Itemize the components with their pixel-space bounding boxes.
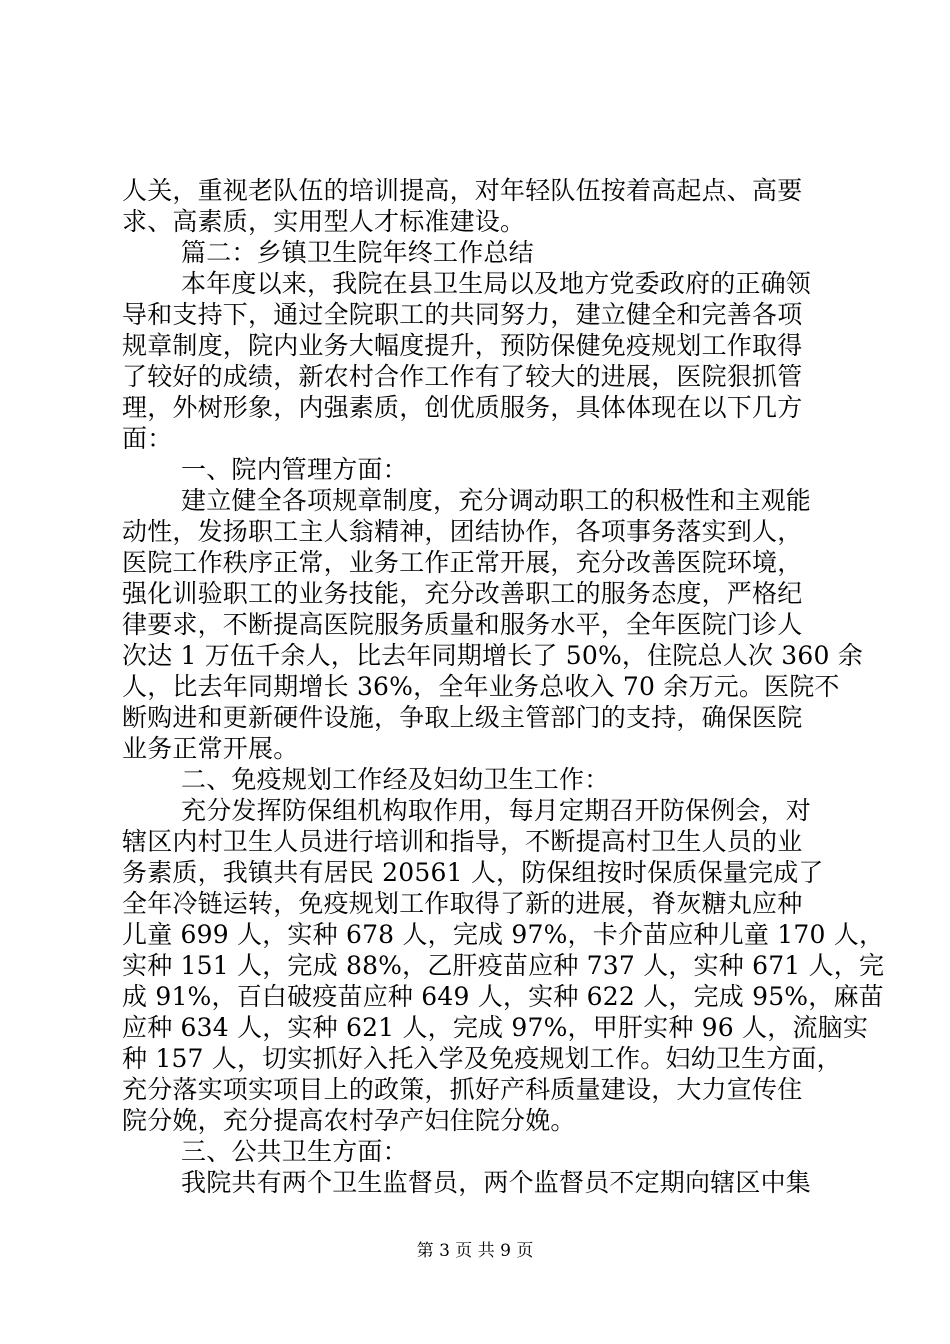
paragraph-line: 次达 1 万伍千余人，比去年同期增长了 50%，住院总人次 360 余 <box>122 641 863 670</box>
paragraph-line: 院分娩，充分提高农村孕产妇住院分娩。 <box>122 1106 576 1135</box>
paragraph-line: 充分发挥防保组机构取作用，每月定期召开防保例会，对 <box>181 796 812 825</box>
paragraph-line: 业务正常开展。 <box>122 734 299 763</box>
section-heading: 二、免疫规划工作经及妇幼卫生工作： <box>181 765 610 794</box>
paragraph-line: 建立健全各项规章制度，充分调动职工的积极性和主观能 <box>181 486 812 515</box>
section-heading: 一、院内管理方面： <box>181 455 408 484</box>
paragraph-line: 儿童 699 人，实种 678 人，完成 97%，卡介苗应种儿童 170 人， <box>122 920 885 949</box>
paragraph-line: 理，外树形象，内强素质，创优质服务，具体体现在以下几方 <box>122 393 803 422</box>
paragraph-line: 本年度以来，我院在县卫生局以及地方党委政府的正确领 <box>181 269 812 298</box>
paragraph-line: 人，比去年同期增长 36%，全年业务总收入 70 余万元。医院不 <box>122 672 840 701</box>
paragraph-line: 求、高素质，实用型人才标准建设。 <box>122 207 526 236</box>
paragraph-line: 医院工作秩序正常，业务工作正常开展，充分改善医院环境， <box>122 548 803 577</box>
paragraph-line: 律要求，不断提高医院服务质量和服务水平，全年医院门诊人 <box>122 610 803 639</box>
paragraph-line: 全年冷链运转，免疫规划工作取得了新的进展，脊灰糖丸应种 <box>122 889 803 918</box>
paragraph-line: 种 157 人，切实抓好入托入学及免疫规划工作。妇幼卫生方面， <box>122 1044 842 1073</box>
paragraph-line: 辖区内村卫生人员进行培训和指导，不断提高村卫生人员的业 <box>122 827 803 856</box>
paragraph-line: 了较好的成绩，新农村合作工作有了较大的进展，医院狠抓管 <box>122 362 803 391</box>
page-number-footer: 第 3 页 共 9 页 <box>416 1241 534 1261</box>
document-body <box>122 175 885 1198</box>
paragraph-line: 充分落实项实项目上的政策，抓好产科质量建设，大力宣传住 <box>122 1075 803 1104</box>
paragraph-line: 规章制度，院内业务大幅度提升，预防保健免疫规划工作取得 <box>122 331 803 360</box>
paragraph-line: 面： <box>122 424 173 453</box>
paragraph-line: 强化训验职工的业务技能，充分改善职工的服务态度，严格纪 <box>122 579 803 608</box>
paragraph-line: 我院共有两个卫生监督员，两个监督员不定期向辖区中集 <box>181 1168 812 1197</box>
section-heading: 篇二：乡镇卫生院年终工作总结 <box>181 238 534 267</box>
section-heading: 三、公共卫生方面： <box>181 1137 408 1166</box>
paragraph-line: 成 91%，百白破疫苗应种 649 人，实种 622 人，完成 95%，麻苗 <box>122 982 884 1011</box>
paragraph-line: 人关，重视老队伍的培训提高，对年轻队伍按着高起点、高要 <box>122 176 803 205</box>
paragraph-line: 导和支持下，通过全院职工的共同努力，建立健全和完善各项 <box>122 300 803 329</box>
paragraph-line: 务素质，我镇共有居民 20561 人，防保组按时保质保量完成了 <box>122 858 824 887</box>
paragraph-line: 动性，发扬职工主人翁精神，团结协作，各项事务落实到人， <box>122 517 803 546</box>
paragraph-line: 断购进和更新硬件设施，争取上级主管部门的支持，确保医院 <box>122 703 803 732</box>
paragraph-line: 实种 151 人，完成 88%，乙肝疫苗应种 737 人，实种 671 人，完 <box>122 951 885 980</box>
paragraph-line: 应种 634 人，实种 621 人，完成 97%，甲肝实种 96 人，流脑实 <box>122 1013 869 1042</box>
